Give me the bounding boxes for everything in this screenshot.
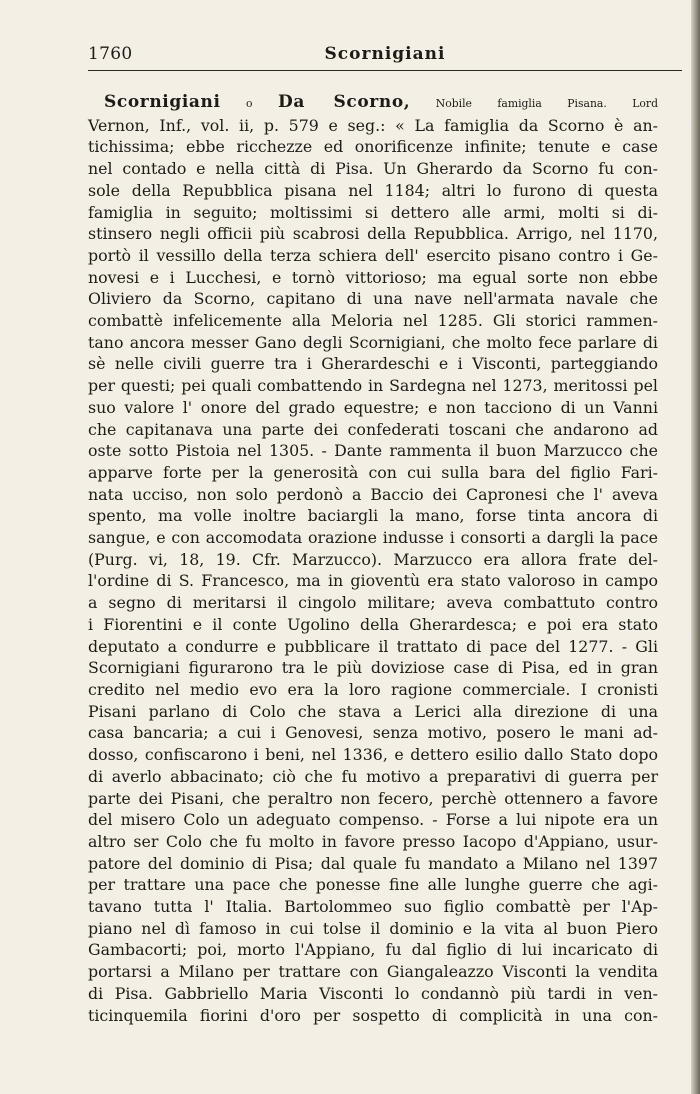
entry-line-33: del misero Colo un adeguato compenso. - Forse a lui nipote era un [88, 810, 658, 830]
entry-line-4: sole della Repubblica pisana nel 1184; altri lo furono di questa [88, 180, 658, 200]
entry-line-40: portarsi a Milano per trattare con Giangaleazzo Visconti la vendita [88, 962, 658, 982]
entry-line-19: spento, ma volle inoltre baciargli la mano, forse tinta ancora di [88, 506, 658, 526]
entry-line-6: stinsero negli officii più scabrosi della Repubblica. Arrigo, nel 1170, [88, 224, 658, 244]
entry-line-2: tichissima; ebbe ricchezze ed onorificenze infinite; tenute e case [88, 137, 658, 157]
entry-line-3: nel contado e nella città di Pisa. Un Gherardo da Scorno fu con- [88, 159, 658, 179]
entry-line-16: oste sotto Pistoia nel 1305. - Dante rammenta il buon Marzucco che [88, 441, 658, 461]
entry-line-22: l'ordine di S. Francesco, ma in gioventù era stato valoroso in campo [88, 571, 658, 591]
entry-line-1: Vernon, Inf., vol. ii, p. 579 e seg.: « La famiglia da Scorno è an- [88, 115, 658, 135]
entry-line-23: a segno di meritarsi il cingolo militare; aveva combattuto contro [88, 593, 658, 613]
entry-text [88, 92, 658, 1026]
entry-line-13: per questi; pei quali combattendo in Sardegna nel 1273, meritossi pel [88, 376, 658, 396]
entry-line-35: patore del dominio di Pisa; dal quale fu mandato a Milano nel 1397 [88, 853, 658, 873]
entry-line-26: Scornigiani figurarono tra le più doviziose case di Pisa, ed in gran [88, 658, 658, 678]
entry-line-15: che capitanava una parte dei confederati toscani che andarono ad [88, 419, 658, 439]
header-rule [88, 70, 682, 71]
entry-line-30: dosso, confiscarono i beni, nel 1336, e dettero esilio dallo Stato dopo [88, 745, 658, 765]
entry-line-28: Pisani parlano di Colo che stava a Lerici alla direzione di una [88, 701, 658, 721]
entry-line-12: sè nelle civili guerre tra i Gherardeschi e i Visconti, parteggiando [88, 354, 658, 374]
entry-line-17: apparve forte per la generosità con cui sulla bara del figlio Fari- [88, 462, 658, 482]
entry-line-10: combattè infelicemente alla Meloria nel 1285. Gli storici rammen- [88, 311, 658, 331]
entry-line-9: Oliviero da Scorno, capitano di una nave nell'armata navale che [88, 289, 658, 309]
entry-line-21: (Purg. vi, 18, 19. Cfr. Marzucco). Marzucco era allora frate del- [88, 549, 658, 569]
entry-line-36: per trattare una pace che ponesse fine alle lunghe guerre che agi- [88, 875, 658, 895]
entry-line-34: altro ser Colo che fu molto in favore presso Iacopo d'Appiano, usur- [88, 831, 658, 851]
entry-line-27: credito nel medio evo era la loro ragione commerciale. I cronisti [88, 679, 658, 699]
entry-line-32: parte dei Pisani, che peraltro non fecero, perchè ottennero a favore [88, 788, 658, 808]
entry-connector: o [246, 97, 253, 110]
page-header [88, 44, 682, 70]
entry-line-11: tano ancora messer Gano degli Scornigiani, che molto fece parlare di [88, 332, 658, 352]
running-title: Scornigiani [324, 44, 446, 64]
entry-line-38: piano nel dì famoso in cui tolse il dominio e la vita al buon Piero [88, 918, 658, 938]
entry-line-31: di averlo abbacinato; ciò che fu motivo a preparativi di guerra per [88, 766, 658, 786]
entry-variant: Da Scorno, [278, 92, 411, 112]
entry-first-line [88, 92, 658, 115]
entry-line-8: novesi e i Lucchesi, e tornò vittorioso; ma egual sorte non ebbe [88, 267, 658, 287]
entry-line-7: portò il vessillo della terza schiera dell' esercito pisano contro i Ge- [88, 245, 658, 265]
entry-headword: Scornigiani [104, 92, 221, 112]
entry-line-25: deputato a condurre e pubblicare il trattato di pace del 1277. - Gli [88, 636, 658, 656]
page-number: 1760 [88, 44, 133, 64]
entry-line-39: Gambacorti; poi, morto l'Appiano, fu dal figlio di lui incaricato di [88, 940, 658, 960]
entry-line-29: casa bancaria; a cui i Genovesi, senza motivo, posero le mani ad- [88, 723, 658, 743]
entry-line-14: suo valore l' onore del grado equestre; e non tacciono di un Vanni [88, 397, 658, 417]
entry-line-20: sangue, e con accomodata orazione indusse i consorti a dargli la pace [88, 528, 658, 548]
page-edge-shadow [691, 0, 700, 1094]
entry-line-18: nata ucciso, non solo perdonò a Baccio dei Capronesi che l' aveva [88, 484, 658, 504]
entry-line-5: famiglia in seguito; moltissimi si dettero alle armi, molti si di- [88, 202, 658, 222]
entry-line-41: di Pisa. Gabbriello Maria Visconti lo condannò più tardi in ven- [88, 983, 658, 1003]
entry-line-37: tavano tutta l' Italia. Bartolommeo suo figlio combattè per l'Ap- [88, 897, 658, 917]
entry-line-42: ticinquemila fiorini d'oro per sospetto di complicità in una con- [88, 1005, 658, 1025]
entry-line-0: Nobile famiglia Pisana. Lord [410, 97, 658, 110]
entry-line-24: i Fiorentini e il conte Ugolino della Gherardesca; e poi era stato [88, 614, 658, 634]
